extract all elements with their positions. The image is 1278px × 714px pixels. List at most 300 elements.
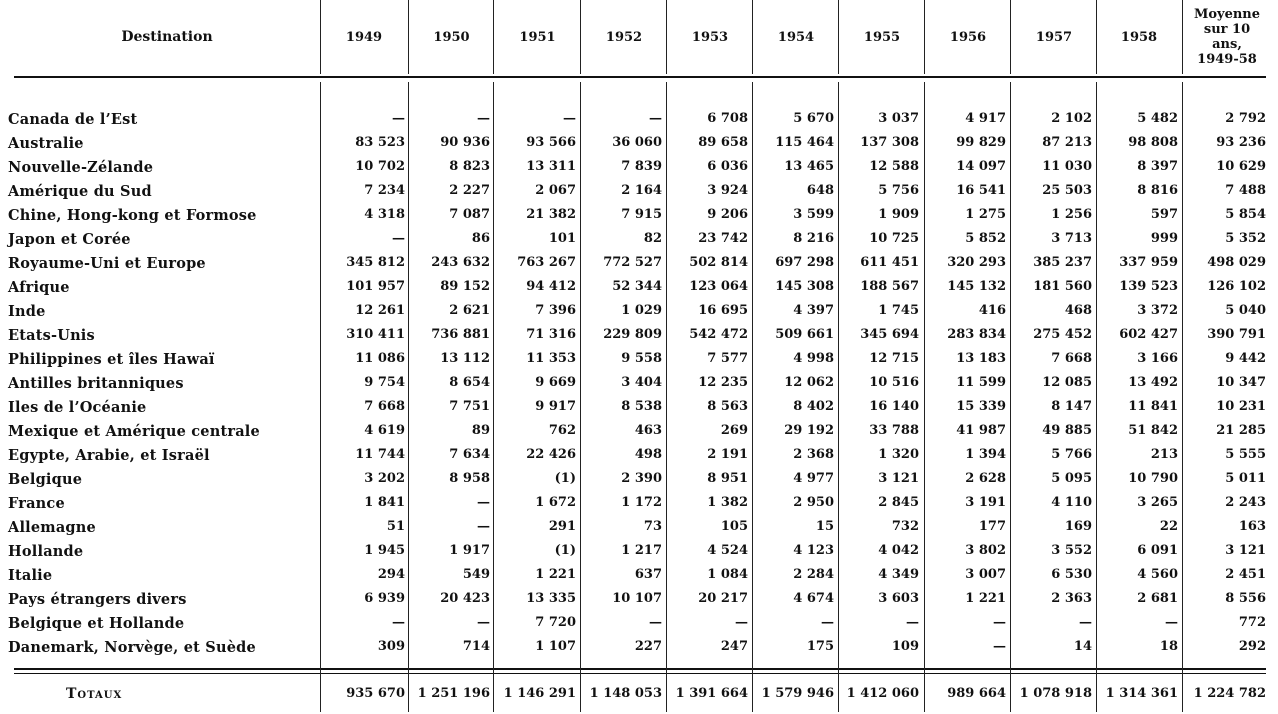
value-cell: 637 bbox=[634, 567, 662, 582]
table-row bbox=[0, 493, 1278, 517]
value-cell: 4 674 bbox=[793, 591, 834, 606]
value-cell: 14 097 bbox=[956, 159, 1006, 174]
value-cell: 310 411 bbox=[346, 327, 405, 342]
value-cell: 1 084 bbox=[707, 567, 748, 582]
value-cell: — bbox=[735, 615, 748, 630]
table-row bbox=[0, 565, 1278, 589]
value-cell: 648 bbox=[806, 183, 834, 198]
value-cell: 3 713 bbox=[1051, 231, 1092, 246]
value-cell: 1 382 bbox=[707, 495, 748, 510]
value-cell: 9 558 bbox=[621, 351, 662, 366]
value-cell: 22 bbox=[1159, 519, 1178, 534]
value-cell: 390 791 bbox=[1207, 327, 1266, 342]
value-cell: 7 234 bbox=[364, 183, 405, 198]
value-cell: 101 bbox=[548, 231, 576, 246]
value-cell: 8 216 bbox=[793, 231, 834, 246]
destination-label: Allemagne bbox=[8, 519, 96, 536]
value-cell: 109 bbox=[891, 639, 919, 654]
totals-rule-bottom bbox=[14, 673, 1266, 674]
value-cell: 86 bbox=[471, 231, 490, 246]
value-cell: 229 809 bbox=[603, 327, 662, 342]
value-cell: 283 834 bbox=[947, 327, 1006, 342]
value-cell: 611 451 bbox=[860, 255, 919, 270]
value-cell: 2 621 bbox=[449, 303, 490, 318]
value-cell: 1 107 bbox=[535, 639, 576, 654]
value-cell: 4 318 bbox=[364, 207, 405, 222]
value-cell: 468 bbox=[1064, 303, 1092, 318]
value-cell: 1 221 bbox=[965, 591, 1006, 606]
column-divider bbox=[408, 0, 409, 74]
value-cell: — bbox=[993, 639, 1006, 654]
value-cell: 9 442 bbox=[1225, 351, 1266, 366]
value-cell: 177 bbox=[978, 519, 1006, 534]
destination-label: Danemark, Norvège, et Suède bbox=[8, 639, 256, 656]
value-cell: 5 854 bbox=[1225, 207, 1266, 222]
value-cell: 213 bbox=[1150, 447, 1178, 462]
value-cell: 12 085 bbox=[1042, 375, 1092, 390]
total-value-cell: 1 579 946 bbox=[761, 686, 834, 701]
year-column-header: 1958 bbox=[1120, 29, 1158, 45]
value-cell: 2 451 bbox=[1225, 567, 1266, 582]
value-cell: 8 654 bbox=[449, 375, 490, 390]
value-cell: 49 885 bbox=[1042, 423, 1092, 438]
average-header-line: 1949-58 bbox=[1197, 52, 1257, 67]
value-cell: 22 426 bbox=[526, 447, 576, 462]
value-cell: 10 725 bbox=[869, 231, 919, 246]
value-cell: 90 936 bbox=[440, 135, 490, 150]
value-cell: 714 bbox=[462, 639, 490, 654]
header-rule bbox=[14, 76, 1266, 78]
table-row bbox=[0, 301, 1278, 325]
value-cell: 2 164 bbox=[621, 183, 662, 198]
destination-label: Australie bbox=[8, 135, 84, 152]
value-cell: 2 363 bbox=[1051, 591, 1092, 606]
destination-label: Antilles britanniques bbox=[8, 375, 184, 392]
value-cell: — bbox=[392, 231, 405, 246]
value-cell: 1 221 bbox=[535, 567, 576, 582]
total-value-cell: 1 078 918 bbox=[1019, 686, 1092, 701]
value-cell: 542 472 bbox=[689, 327, 748, 342]
value-cell: 4 397 bbox=[793, 303, 834, 318]
value-cell: 8 538 bbox=[621, 399, 662, 414]
value-cell: 10 629 bbox=[1216, 159, 1266, 174]
value-cell: 4 619 bbox=[364, 423, 405, 438]
totals-label: Totaux bbox=[66, 686, 123, 702]
value-cell: 10 702 bbox=[355, 159, 405, 174]
value-cell: 9 754 bbox=[364, 375, 405, 390]
value-cell: 4 349 bbox=[878, 567, 919, 582]
value-cell: 175 bbox=[806, 639, 834, 654]
value-cell: 8 147 bbox=[1051, 399, 1092, 414]
value-cell: 12 062 bbox=[784, 375, 834, 390]
column-divider bbox=[838, 0, 839, 74]
value-cell: 41 987 bbox=[956, 423, 1006, 438]
value-cell: 999 bbox=[1150, 231, 1178, 246]
value-cell: 163 bbox=[1238, 519, 1266, 534]
value-cell: 12 715 bbox=[869, 351, 919, 366]
value-cell: 320 293 bbox=[947, 255, 1006, 270]
value-cell: 3 202 bbox=[364, 471, 405, 486]
value-cell: 33 788 bbox=[869, 423, 919, 438]
destination-label: Royaume-Uni et Europe bbox=[8, 255, 206, 272]
value-cell: 11 841 bbox=[1128, 399, 1178, 414]
value-cell: 6 530 bbox=[1051, 567, 1092, 582]
value-cell: — bbox=[1165, 615, 1178, 630]
value-cell: 13 311 bbox=[526, 159, 576, 174]
table-row bbox=[0, 589, 1278, 613]
value-cell: 3 121 bbox=[878, 471, 919, 486]
value-cell: 2 067 bbox=[535, 183, 576, 198]
destination-label: Afrique bbox=[8, 279, 70, 296]
value-cell: 5 095 bbox=[1051, 471, 1092, 486]
value-cell: 498 bbox=[634, 447, 662, 462]
value-cell: 8 958 bbox=[449, 471, 490, 486]
value-cell: — bbox=[1079, 615, 1092, 630]
value-cell: 52 344 bbox=[612, 279, 662, 294]
value-cell: 10 231 bbox=[1216, 399, 1266, 414]
value-cell: 498 029 bbox=[1207, 255, 1266, 270]
value-cell: 4 977 bbox=[793, 471, 834, 486]
totals-row bbox=[0, 684, 1278, 708]
table-row bbox=[0, 373, 1278, 397]
value-cell: 9 669 bbox=[535, 375, 576, 390]
value-cell: — bbox=[649, 111, 662, 126]
value-cell: 3 007 bbox=[965, 567, 1006, 582]
value-cell: 7 087 bbox=[449, 207, 490, 222]
year-column-header: 1949 bbox=[345, 29, 383, 45]
destination-label: Japon et Corée bbox=[8, 231, 131, 248]
value-cell: 736 881 bbox=[431, 327, 490, 342]
value-cell: 10 107 bbox=[612, 591, 662, 606]
value-cell: 2 102 bbox=[1051, 111, 1092, 126]
value-cell: 169 bbox=[1064, 519, 1092, 534]
value-cell: 15 339 bbox=[956, 399, 1006, 414]
value-cell: 6 036 bbox=[707, 159, 748, 174]
value-cell: 13 112 bbox=[440, 351, 490, 366]
value-cell: — bbox=[477, 519, 490, 534]
value-cell: 9 917 bbox=[535, 399, 576, 414]
value-cell: 89 658 bbox=[698, 135, 748, 150]
value-cell: 16 140 bbox=[869, 399, 919, 414]
value-cell: 7 720 bbox=[535, 615, 576, 630]
average-header-line: ans, bbox=[1212, 37, 1242, 52]
value-cell: 23 742 bbox=[698, 231, 748, 246]
value-cell: 21 382 bbox=[526, 207, 576, 222]
value-cell: 101 957 bbox=[346, 279, 405, 294]
value-cell: 188 567 bbox=[860, 279, 919, 294]
value-cell: 10 516 bbox=[869, 375, 919, 390]
value-cell: 8 402 bbox=[793, 399, 834, 414]
value-cell: 2 792 bbox=[1225, 111, 1266, 126]
value-cell: 2 368 bbox=[793, 447, 834, 462]
total-value-cell: 1 314 361 bbox=[1105, 686, 1178, 701]
year-column-header: 1952 bbox=[605, 29, 643, 45]
value-cell: 3 802 bbox=[965, 543, 1006, 558]
value-cell: 6 091 bbox=[1137, 543, 1178, 558]
year-column-header: 1957 bbox=[1035, 29, 1073, 45]
value-cell: 4 524 bbox=[707, 543, 748, 558]
destination-label: Etats-Unis bbox=[8, 327, 95, 344]
value-cell: 5 352 bbox=[1225, 231, 1266, 246]
value-cell: — bbox=[563, 111, 576, 126]
value-cell: 2 950 bbox=[793, 495, 834, 510]
value-cell: 3 924 bbox=[707, 183, 748, 198]
value-cell: 5 040 bbox=[1225, 303, 1266, 318]
value-cell: 294 bbox=[377, 567, 405, 582]
value-cell: 763 267 bbox=[517, 255, 576, 270]
value-cell: 20 423 bbox=[440, 591, 490, 606]
value-cell: 602 427 bbox=[1119, 327, 1178, 342]
value-cell: 5 670 bbox=[793, 111, 834, 126]
value-cell: 1 917 bbox=[449, 543, 490, 558]
year-column-header: 1956 bbox=[949, 29, 987, 45]
value-cell: — bbox=[477, 111, 490, 126]
value-cell: (1) bbox=[554, 543, 576, 558]
value-cell: 772 527 bbox=[603, 255, 662, 270]
destination-label: Amérique du Sud bbox=[8, 183, 152, 200]
value-cell: 549 bbox=[462, 567, 490, 582]
value-cell: 16 695 bbox=[698, 303, 748, 318]
table-row bbox=[0, 445, 1278, 469]
value-cell: 12 261 bbox=[355, 303, 405, 318]
value-cell: 6 939 bbox=[364, 591, 405, 606]
value-cell: 463 bbox=[634, 423, 662, 438]
destination-label: France bbox=[8, 495, 65, 512]
table-row bbox=[0, 469, 1278, 493]
total-value-cell: 1 148 053 bbox=[589, 686, 662, 701]
value-cell: 8 951 bbox=[707, 471, 748, 486]
value-cell: 247 bbox=[720, 639, 748, 654]
value-cell: — bbox=[649, 615, 662, 630]
value-cell: 3 552 bbox=[1051, 543, 1092, 558]
value-cell: 597 bbox=[1150, 207, 1178, 222]
value-cell: 5 482 bbox=[1137, 111, 1178, 126]
average-header-line: sur 10 bbox=[1203, 22, 1251, 37]
value-cell: — bbox=[392, 111, 405, 126]
value-cell: 11 030 bbox=[1042, 159, 1092, 174]
value-cell: 12 588 bbox=[869, 159, 919, 174]
value-cell: — bbox=[392, 615, 405, 630]
table-row bbox=[0, 541, 1278, 565]
column-divider bbox=[580, 0, 581, 74]
value-cell: 20 217 bbox=[698, 591, 748, 606]
value-cell: 7 396 bbox=[535, 303, 576, 318]
value-cell: 1 029 bbox=[621, 303, 662, 318]
table-row bbox=[0, 109, 1278, 133]
value-cell: 309 bbox=[377, 639, 405, 654]
totals-rule-top bbox=[14, 668, 1266, 670]
value-cell: 7 668 bbox=[1051, 351, 1092, 366]
value-cell: 16 541 bbox=[956, 183, 1006, 198]
destination-label: Hollande bbox=[8, 543, 84, 560]
value-cell: 8 823 bbox=[449, 159, 490, 174]
column-divider bbox=[924, 0, 925, 74]
destination-label: Iles de l’Océanie bbox=[8, 399, 147, 416]
value-cell: 5 555 bbox=[1225, 447, 1266, 462]
table-row bbox=[0, 133, 1278, 157]
value-cell: 697 298 bbox=[775, 255, 834, 270]
value-cell: — bbox=[477, 615, 490, 630]
value-cell: 87 213 bbox=[1042, 135, 1092, 150]
value-cell: 7 839 bbox=[621, 159, 662, 174]
value-cell: 82 bbox=[643, 231, 662, 246]
average-column-header bbox=[1182, 0, 1272, 74]
value-cell: 8 816 bbox=[1137, 183, 1178, 198]
value-cell: 1 841 bbox=[364, 495, 405, 510]
value-cell: 6 708 bbox=[707, 111, 748, 126]
value-cell: 416 bbox=[978, 303, 1006, 318]
value-cell: 8 556 bbox=[1225, 591, 1266, 606]
year-column-header: 1954 bbox=[777, 29, 815, 45]
value-cell: 4 110 bbox=[1051, 495, 1092, 510]
year-column-header: 1950 bbox=[433, 29, 470, 45]
value-cell: 11 599 bbox=[956, 375, 1006, 390]
column-divider bbox=[493, 0, 494, 74]
destination-label: Chine, Hong-kong et Formose bbox=[8, 207, 257, 224]
value-cell: 139 523 bbox=[1119, 279, 1178, 294]
value-cell: 292 bbox=[1238, 639, 1266, 654]
value-cell: 29 192 bbox=[784, 423, 834, 438]
value-cell: 51 bbox=[386, 519, 405, 534]
table-row bbox=[0, 421, 1278, 445]
value-cell: 12 235 bbox=[698, 375, 748, 390]
value-cell: 13 183 bbox=[956, 351, 1006, 366]
value-cell: — bbox=[906, 615, 919, 630]
table-row bbox=[0, 181, 1278, 205]
year-column-header: 1951 bbox=[519, 29, 556, 45]
year-column-header: 1953 bbox=[691, 29, 729, 45]
value-cell: 11 353 bbox=[526, 351, 576, 366]
value-cell: 98 808 bbox=[1128, 135, 1178, 150]
table-row bbox=[0, 325, 1278, 349]
value-cell: 9 206 bbox=[707, 207, 748, 222]
value-cell: 291 bbox=[548, 519, 576, 534]
column-divider bbox=[666, 0, 667, 74]
destination-label: Mexique et Amérique centrale bbox=[8, 423, 260, 440]
value-cell: 145 308 bbox=[775, 279, 834, 294]
value-cell: 2 227 bbox=[449, 183, 490, 198]
value-cell: 83 523 bbox=[355, 135, 405, 150]
value-cell: 1 394 bbox=[965, 447, 1006, 462]
total-value-cell: 935 670 bbox=[346, 686, 405, 701]
value-cell: 18 bbox=[1159, 639, 1178, 654]
value-cell: 3 372 bbox=[1137, 303, 1178, 318]
table-row bbox=[0, 397, 1278, 421]
value-cell: 1 672 bbox=[535, 495, 576, 510]
destination-label: Italie bbox=[8, 567, 53, 584]
column-divider bbox=[1010, 0, 1011, 74]
table-row bbox=[0, 205, 1278, 229]
value-cell: 1 256 bbox=[1051, 207, 1092, 222]
value-cell: 2 628 bbox=[965, 471, 1006, 486]
value-cell: 13 335 bbox=[526, 591, 576, 606]
destination-label: Nouvelle-Zélande bbox=[8, 159, 154, 176]
value-cell: 2 681 bbox=[1137, 591, 1178, 606]
value-cell: 227 bbox=[634, 639, 662, 654]
value-cell: 7 577 bbox=[707, 351, 748, 366]
table-row bbox=[0, 277, 1278, 301]
total-value-cell: 1 391 664 bbox=[675, 686, 748, 701]
value-cell: 71 316 bbox=[526, 327, 576, 342]
value-cell: 3 166 bbox=[1137, 351, 1178, 366]
value-cell: 2 390 bbox=[621, 471, 662, 486]
column-divider bbox=[1096, 0, 1097, 74]
total-value-cell: 989 664 bbox=[947, 686, 1006, 701]
value-cell: 5 852 bbox=[965, 231, 1006, 246]
table-row bbox=[0, 157, 1278, 181]
value-cell: 762 bbox=[548, 423, 576, 438]
value-cell: 243 632 bbox=[431, 255, 490, 270]
value-cell: 3 191 bbox=[965, 495, 1006, 510]
value-cell: 4 560 bbox=[1137, 567, 1178, 582]
value-cell: 2 845 bbox=[878, 495, 919, 510]
value-cell: (1) bbox=[554, 471, 576, 486]
value-cell: 10 347 bbox=[1216, 375, 1266, 390]
destination-label: Canada de l’Est bbox=[8, 111, 138, 128]
value-cell: 385 237 bbox=[1033, 255, 1092, 270]
value-cell: 21 285 bbox=[1216, 423, 1266, 438]
value-cell: 502 814 bbox=[689, 255, 748, 270]
value-cell: 2 191 bbox=[707, 447, 748, 462]
value-cell: 7 634 bbox=[449, 447, 490, 462]
total-value-cell: 1 224 782 bbox=[1193, 686, 1266, 701]
destination-column-header: Destination bbox=[121, 28, 213, 45]
value-cell: 51 842 bbox=[1128, 423, 1178, 438]
value-cell: 8 397 bbox=[1137, 159, 1178, 174]
table-row bbox=[0, 637, 1278, 661]
value-cell: 1 172 bbox=[621, 495, 662, 510]
value-cell: 93 236 bbox=[1216, 135, 1266, 150]
value-cell: 1 745 bbox=[878, 303, 919, 318]
value-cell: — bbox=[993, 615, 1006, 630]
value-cell: 345 812 bbox=[346, 255, 405, 270]
value-cell: 1 217 bbox=[621, 543, 662, 558]
value-cell: 15 bbox=[815, 519, 834, 534]
value-cell: — bbox=[477, 495, 490, 510]
value-cell: 732 bbox=[891, 519, 919, 534]
value-cell: 145 132 bbox=[947, 279, 1006, 294]
value-cell: 89 bbox=[471, 423, 490, 438]
value-cell: 1 320 bbox=[878, 447, 919, 462]
value-cell: 5 766 bbox=[1051, 447, 1092, 462]
value-cell: 25 503 bbox=[1042, 183, 1092, 198]
value-cell: 11 744 bbox=[355, 447, 405, 462]
value-cell: 5 756 bbox=[878, 183, 919, 198]
value-cell: 8 563 bbox=[707, 399, 748, 414]
value-cell: 3 121 bbox=[1225, 543, 1266, 558]
value-cell: 3 603 bbox=[878, 591, 919, 606]
value-cell: 1 909 bbox=[878, 207, 919, 222]
value-cell: 7 668 bbox=[364, 399, 405, 414]
value-cell: 3 404 bbox=[621, 375, 662, 390]
value-cell: 137 308 bbox=[860, 135, 919, 150]
value-cell: 94 412 bbox=[526, 279, 576, 294]
value-cell: 4 123 bbox=[793, 543, 834, 558]
value-cell: 115 464 bbox=[775, 135, 834, 150]
value-cell: 2 284 bbox=[793, 567, 834, 582]
destination-label: Belgique et Hollande bbox=[8, 615, 185, 632]
value-cell: 1 945 bbox=[364, 543, 405, 558]
value-cell: 3 599 bbox=[793, 207, 834, 222]
table-row bbox=[0, 253, 1278, 277]
table-row bbox=[0, 517, 1278, 541]
value-cell: 1 275 bbox=[965, 207, 1006, 222]
value-cell: 3 037 bbox=[878, 111, 919, 126]
year-column-header: 1955 bbox=[863, 29, 901, 45]
value-cell: — bbox=[821, 615, 834, 630]
value-cell: 10 790 bbox=[1128, 471, 1178, 486]
column-divider bbox=[320, 0, 321, 74]
